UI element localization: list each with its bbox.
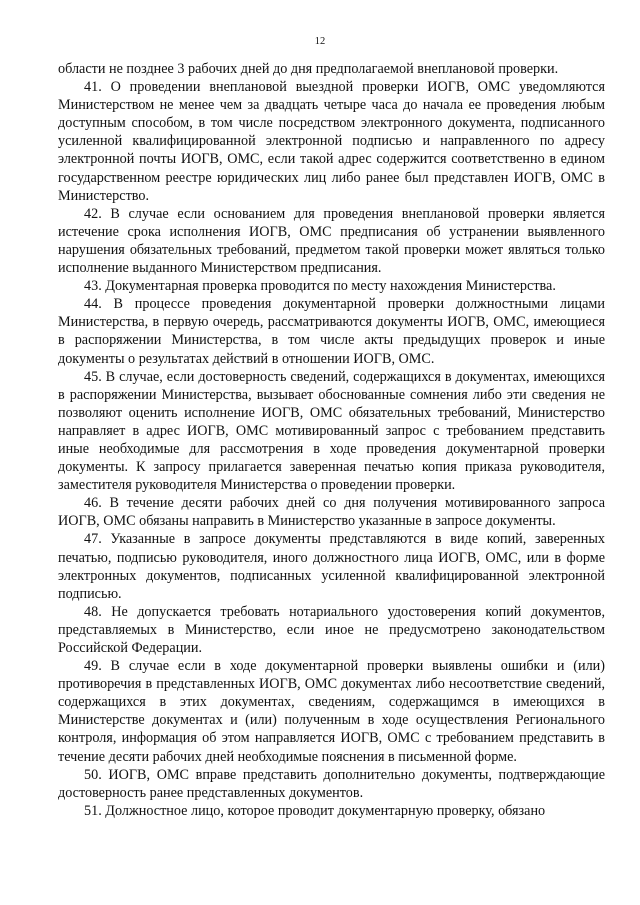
paragraph-42: 42. В случае если основанием для проведения внеплановой проверки является истечение срока исполнения ИОГВ, ОМС предписания об устранении выявленного нарушения обязательных требований, предметом такой проверки может являться только исполнение выданного Министерством предписания. bbox=[58, 205, 605, 277]
paragraph-48: 48. Не допускается требовать нотариального удостоверения копий документов, представляемых в Министерство, если иное не предусмотрено законодательством Российской Федерации. bbox=[58, 603, 605, 656]
document-body bbox=[58, 60, 605, 820]
paragraph-49: 49. В случае если в ходе документарной проверки выявлены ошибки и (или) противоречия в представленных ИОГВ, ОМС документах либо несоответствие сведений, содержащихся в этих документах, сведениям, содержащимся в имеющихся в Министерстве документах и (или) полученным в ходе осуществления Регионального контроля, информация об этом направляется ИОГВ, ОМС с требованием представить в течение десяти рабочих дней необходимые пояснения в письменной форме. bbox=[58, 658, 605, 765]
paragraph-47: 47. Указанные в запросе документы представляются в виде копий, заверенных печатью, подписью руководителя, иного должностного лица ИОГВ, ОМС, или в форме электронных документов, подписанных усиленной квалифицированной электронной подписью. bbox=[58, 531, 605, 602]
paragraph-50: 50. ИОГВ, ОМС вправе представить дополнительно документы, подтверждающие достоверность ранее представленных документов. bbox=[58, 766, 605, 801]
paragraph-continuation: области не позднее 3 рабочих дней до дня предполагаемой внеплановой проверки. bbox=[58, 61, 559, 77]
paragraph-41: 41. О проведении внеплановой выездной проверки ИОГВ, ОМС уведомляются Министерством не менее чем за двадцать четыре часа до начала ее проведения любым доступным способом, в том числе посредством электронного документа, подписанного усиленной квалифицированной электронной подписью и направленного по адресу электронной почты ИОГВ, ОМС, если такой адрес содержится соответственно в едином государственном реестре юридических лиц либо ранее был представлен ИОГВ, ОМС в Министерство. bbox=[58, 79, 605, 204]
paragraph-43: 43. Документарная проверка проводится по месту нахождения Министерства. bbox=[84, 278, 556, 295]
page-number: 12 bbox=[314, 36, 326, 47]
paragraph-45: 45. В случае, если достоверность сведений, содержащихся в документах, имеющихся в распоряжении Министерства, вызывает обоснованные сомнения либо эти сведения не позволяют оценить исполнение ИОГВ, ОМС обязательных требований, Министерство направляет в адрес ИОГВ, ОМС мотивированный запрос с требованием представить иные необходимые для рассмотрения в ходе проведения документарной проверки документы. К запросу прилагается заверенная печатью копия приказа руководителя, заместителя руководителя Министерства о проведении проверки. bbox=[58, 368, 605, 494]
paragraph-44: 44. В процессе проведения документарной проверки должностными лицами Министерства, в первую очередь, рассматриваются документы ИОГВ, ОМС, имеющиеся в распоряжении Министерства, в том числе акты предыдущих проверок и иные документы о результатах действий в отношении ИОГВ, ОМС. bbox=[58, 296, 605, 367]
paragraph-51: 51. Должностное лицо, которое проводит документарную проверку, обязано bbox=[84, 802, 546, 819]
paragraph-46: 46. В течение десяти рабочих дней со дня получения мотивированного запроса ИОГВ, ОМС обязаны направить в Министерство указанные в запросе документы. bbox=[58, 495, 605, 530]
